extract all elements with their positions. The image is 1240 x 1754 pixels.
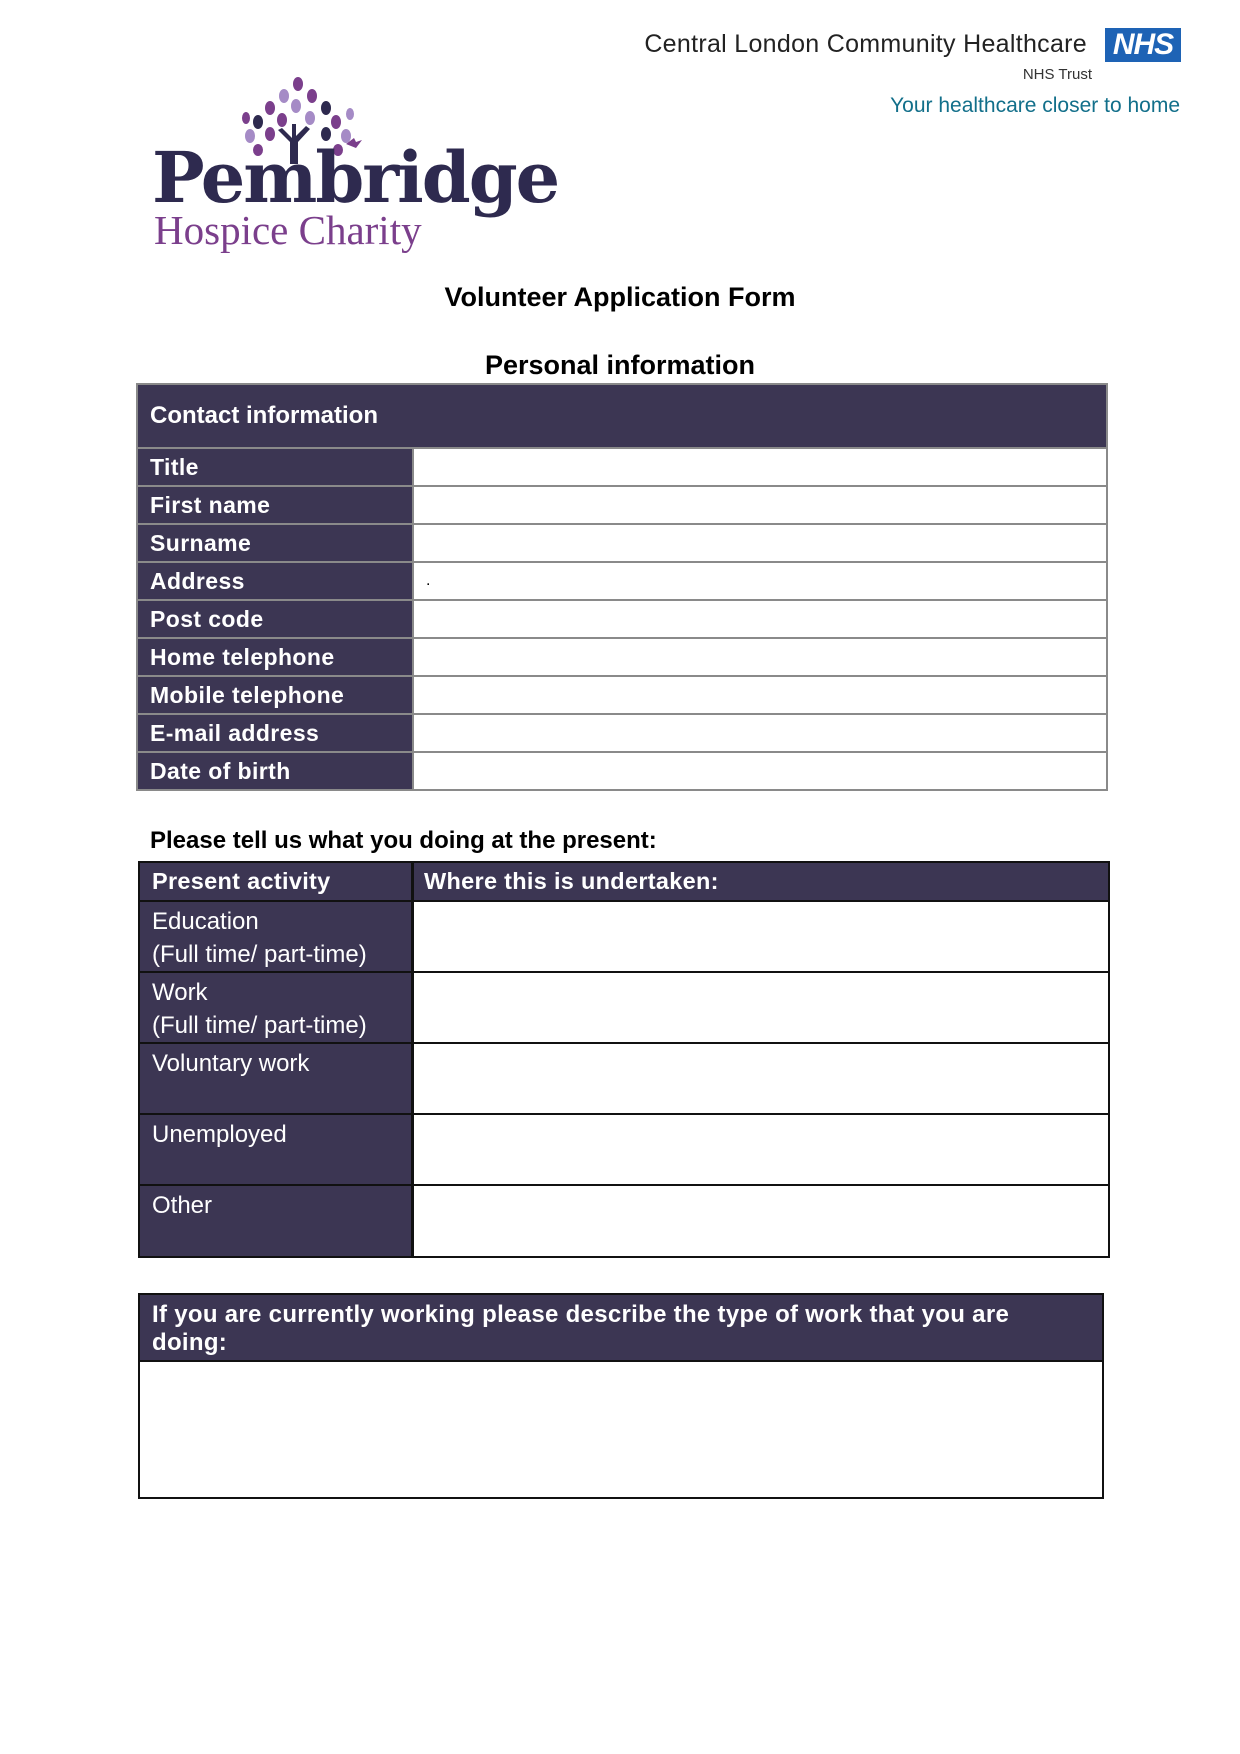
first-name-input[interactable]	[414, 487, 1106, 523]
field-label: Address	[138, 563, 414, 599]
field-row-first-name	[138, 487, 1106, 525]
activity-label-line1: Work	[152, 979, 208, 1006]
field-label: Title	[138, 449, 414, 485]
nhs-trust-label: NHS Trust	[1022, 66, 1092, 83]
activity-label	[140, 1044, 414, 1113]
field-row-mobile-telephone	[138, 677, 1106, 715]
contact-information-header: Contact information	[138, 385, 1106, 449]
column-header-present-activity: Present activity	[140, 863, 414, 900]
field-row-surname	[138, 525, 1106, 563]
field-label: Home telephone	[138, 639, 414, 675]
activity-row-voluntary-work	[140, 1044, 1108, 1115]
field-label: E-mail address	[138, 715, 414, 751]
charity-name: Pembridge	[152, 136, 559, 219]
education-where-input[interactable]	[414, 902, 1108, 971]
activity-label	[140, 1186, 414, 1256]
nhs-organisation-name: Central London Community Healthcare	[644, 30, 1087, 58]
activity-row-unemployed	[140, 1115, 1108, 1186]
address-input[interactable]: .	[414, 563, 1106, 599]
field-label: Post code	[138, 601, 414, 637]
field-row-home-telephone	[138, 639, 1106, 677]
unemployed-where-input[interactable]	[414, 1115, 1108, 1184]
activity-label-line1: Unemployed	[152, 1121, 287, 1148]
field-row-email-address	[138, 715, 1106, 753]
other-where-input[interactable]	[414, 1186, 1108, 1256]
field-label: First name	[138, 487, 414, 523]
field-label: Mobile telephone	[138, 677, 414, 713]
charity-subtitle: Hospice Charity	[154, 207, 422, 253]
field-row-post-code	[138, 601, 1106, 639]
post-code-input[interactable]	[414, 601, 1106, 637]
activity-label-line1: Voluntary work	[152, 1050, 310, 1077]
section-title: Personal information	[484, 350, 756, 380]
nhs-tagline: Your healthcare closer to home	[890, 94, 1180, 117]
activity-label-line1: Other	[152, 1192, 213, 1219]
voluntary-work-where-input[interactable]	[414, 1044, 1108, 1113]
date-of-birth-input[interactable]	[414, 753, 1106, 789]
work-description-prompt: If you are currently working please describe the type of work that you are doing:	[140, 1295, 1102, 1362]
field-row-address	[138, 563, 1106, 601]
present-activity-prompt: Please tell us what you doing at the present:	[150, 827, 657, 854]
present-activity-table	[138, 861, 1110, 1258]
field-row-date-of-birth	[138, 753, 1106, 789]
work-where-input[interactable]	[414, 973, 1108, 1042]
activity-row-other	[140, 1186, 1108, 1256]
home-telephone-input[interactable]	[414, 639, 1106, 675]
field-label: Surname	[138, 525, 414, 561]
activity-label	[140, 902, 414, 971]
activity-label-line2: (Full time/ part-time)	[152, 1012, 367, 1039]
form-title: Volunteer Application Form	[444, 282, 796, 312]
activity-table-header	[140, 863, 1108, 902]
contact-information-table	[136, 383, 1108, 791]
email-address-input[interactable]	[414, 715, 1106, 751]
field-label: Date of birth	[138, 753, 414, 789]
activity-label-line1: Education	[152, 908, 259, 935]
work-description-box	[138, 1293, 1104, 1499]
nhs-logo: NHS	[1105, 28, 1181, 62]
activity-label-line2: (Full time/ part-time)	[152, 941, 367, 968]
work-description-input[interactable]	[140, 1362, 1102, 1497]
column-header-where-undertaken: Where this is undertaken:	[424, 868, 719, 894]
title-input[interactable]	[414, 449, 1106, 485]
field-row-title	[138, 449, 1106, 487]
activity-label	[140, 973, 414, 1042]
activity-label	[140, 1115, 414, 1184]
mobile-telephone-input[interactable]	[414, 677, 1106, 713]
activity-row-work	[140, 973, 1108, 1044]
activity-row-education	[140, 902, 1108, 973]
surname-input[interactable]	[414, 525, 1106, 561]
